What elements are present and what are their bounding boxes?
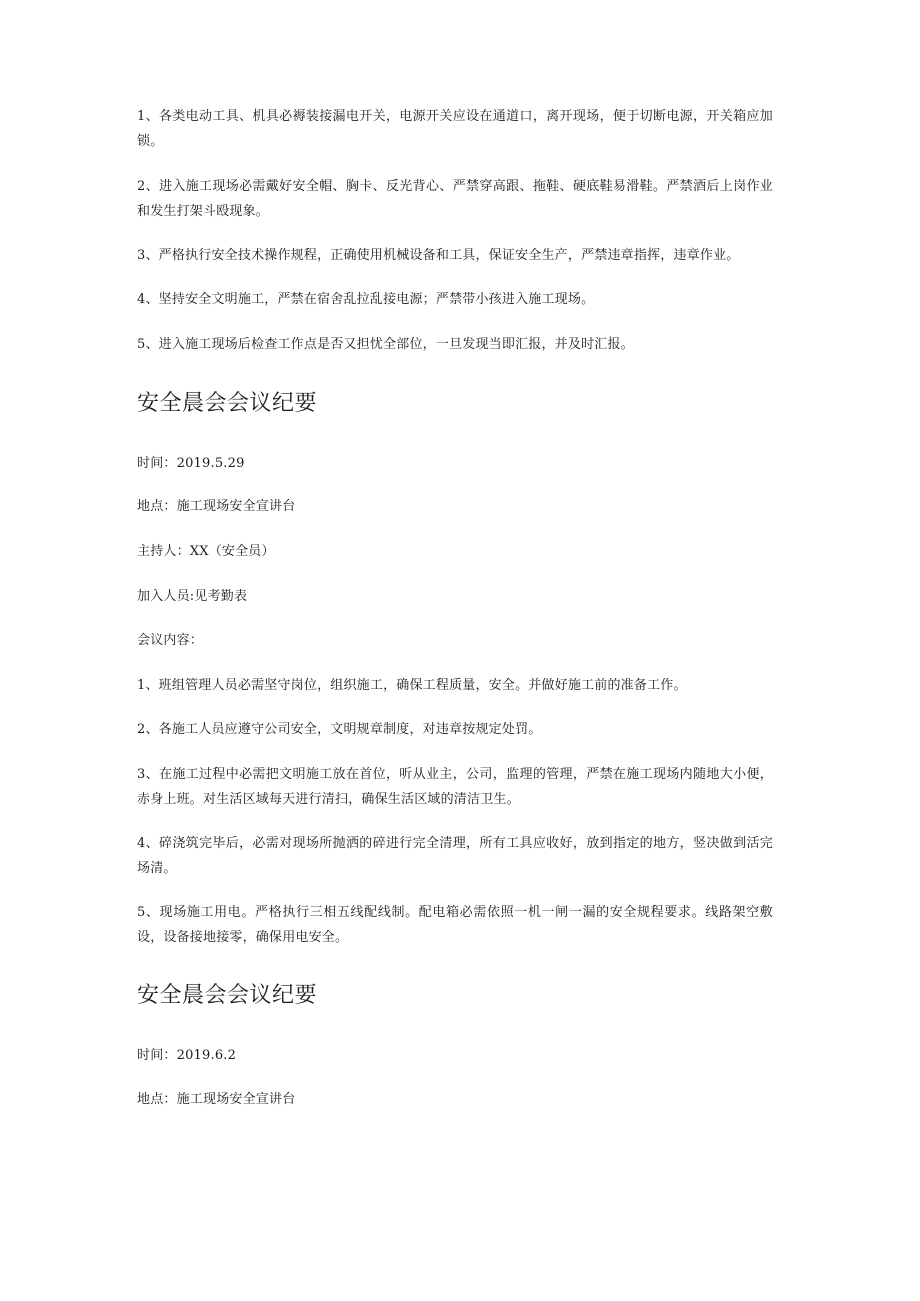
meeting1-item-3: 3、在施工过程中必需把文明施工放在首位，听从业主，公司，监理的管理，严禁在施工现场内随地大小便，赤身上班。对生活区域每天进行清扫，确保生活区域的清洁卫生。 — [137, 767, 773, 807]
meeting1-time: 时间：2019.5.29 — [137, 456, 245, 471]
meeting2-location: 地点：施工现场安全宣讲台 — [137, 1092, 296, 1107]
intro-item-3: 3、严格执行安全技术操作规程，正确使用机械设备和工具，保证安全生产，严禁违章指挥，违章作业。 — [137, 248, 740, 263]
meeting1-item-5: 5、现场施工用电。严格执行三相五线配线制。配电箱必需依照一机一闸一漏的安全规程要求。线路架空敷设，设备接地接零，确保用电安全。 — [137, 905, 773, 945]
meeting1-item-1: 1、班组管理人员必需坚守岗位，组织施工，确保工程质量，安全。并做好施工前的准备工作。 — [137, 678, 687, 693]
meeting1-location: 地点：施工现场安全宣讲台 — [137, 499, 296, 514]
intro-item-1: 1、各类电动工具、机具必褥装接漏电开关，电源开关应设在通道口，离开现场，便于切断电源，开关箱应加锁。 — [137, 109, 773, 149]
intro-item-5: 5、进入施工现场后检查工作点是否又担忧全部位，一旦发现当即汇报，并及时汇报。 — [137, 337, 634, 352]
meeting2-title: 安全晨会会议纪要 — [137, 983, 318, 1008]
meeting1-host: 主持人：XX（安全员） — [137, 544, 275, 559]
meeting1-title: 安全晨会会议纪要 — [137, 391, 318, 416]
intro-item-2: 2、进入施工现场必需戴好安全帽、胸卡、反光背心、严禁穿高跟、拖鞋、硬底鞋易滑鞋。严禁酒后上岗作业和发生打架斗殴现象。 — [137, 179, 773, 219]
meeting1-item-4: 4、碎浇筑完毕后，必需对现场所抛洒的碎进行完全清理，所有工具应收好，放到指定的地方，竖决做到活完场清。 — [137, 836, 773, 876]
meeting2-time: 时间：2019.6.2 — [137, 1048, 237, 1063]
meeting1-attendees: 加入人员:见考勤表 — [137, 589, 248, 604]
meeting1-content-label: 会议内容： — [137, 633, 204, 648]
meeting1-item-2: 2、各施工人员应遵守公司安全，文明规章制度，对违章按规定处罚。 — [137, 722, 542, 737]
intro-item-4: 4、坚持安全文明施工，严禁在宿舍乱拉乱接电源；严禁带小孩进入施工现场。 — [137, 292, 595, 307]
